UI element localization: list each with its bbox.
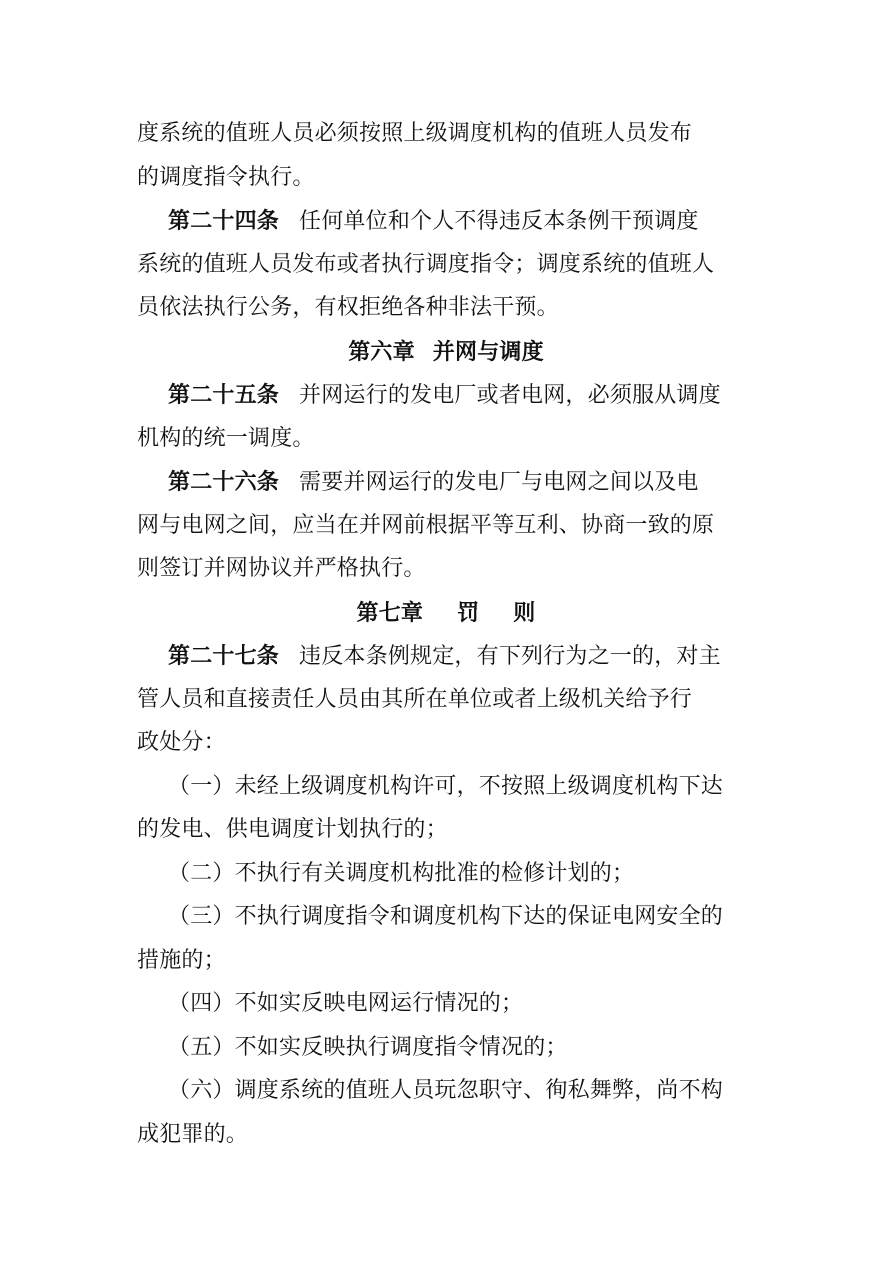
chapter-heading-7: [0, 595, 892, 631]
list-item: （三）不执行调度指令和调度机构下达的保证电网安全的: [168, 904, 724, 929]
text-line: 员依法执行公务，有权拒绝各种非法干预。: [137, 295, 559, 320]
text-line: 的发电、供电调度计划执行的；: [137, 817, 448, 842]
text-line: 网与电网之间，应当在并网前根据平等互利、协商一致的原: [137, 513, 715, 538]
article-text: 需要并网运行的发电厂与电网之间以及电: [299, 470, 699, 495]
article-25: [168, 377, 758, 413]
chapter-number: 第六章: [348, 339, 415, 365]
list-item: （四）不如实反映电网运行情况的；: [168, 991, 524, 1016]
text-line: 系统的值班人员发布或者执行调度指令；调度系统的值班人: [137, 252, 715, 277]
text-line: 的调度指令执行。: [137, 165, 315, 190]
article-label: 第二十七条: [168, 643, 280, 669]
chapter-title-part: 罚: [457, 600, 480, 626]
article-text: 任何单位和个人不得违反本条例干预调度: [299, 209, 699, 234]
text-line: 措施的；: [137, 948, 226, 973]
text-line: 管人员和直接责任人员由其所在单位或者上级机关给予行: [137, 687, 693, 712]
article-text: 违反本条例规定，有下列行为之一的，对主: [299, 644, 721, 669]
list-item: （二）不执行有关调度机构批准的检修计划的；: [168, 861, 635, 886]
list-item: （五）不如实反映执行调度指令情况的；: [168, 1035, 568, 1060]
text-line: 则签订并网协议并严格执行。: [137, 556, 426, 581]
article-26: [168, 464, 758, 500]
chapter-number: 第七章: [356, 600, 424, 626]
article-label: 第二十五条: [168, 382, 280, 408]
list-item: （六）调度系统的值班人员玩忽职守、徇私舞弊，尚不构: [168, 1078, 724, 1103]
list-item: （一）未经上级调度机构许可，不按照上级调度机构下达: [168, 774, 724, 799]
text-line: 度系统的值班人员必须按照上级调度机构的值班人员发布: [137, 121, 693, 146]
article-27: [168, 638, 758, 674]
text-line: 机构的统一调度。: [137, 426, 315, 451]
text-line: 政处分：: [137, 730, 226, 755]
text-line: 成犯罪的。: [137, 1122, 249, 1147]
article-label: 第二十四条: [168, 208, 280, 234]
chapter-heading-6: [0, 334, 892, 370]
chapter-title-part: 则: [513, 600, 536, 626]
article-24: [168, 203, 758, 239]
article-label: 第二十六条: [168, 469, 280, 495]
article-text: 并网运行的发电厂或者电网，必须服从调度: [299, 383, 721, 408]
chapter-title: 并网与调度: [432, 339, 544, 365]
